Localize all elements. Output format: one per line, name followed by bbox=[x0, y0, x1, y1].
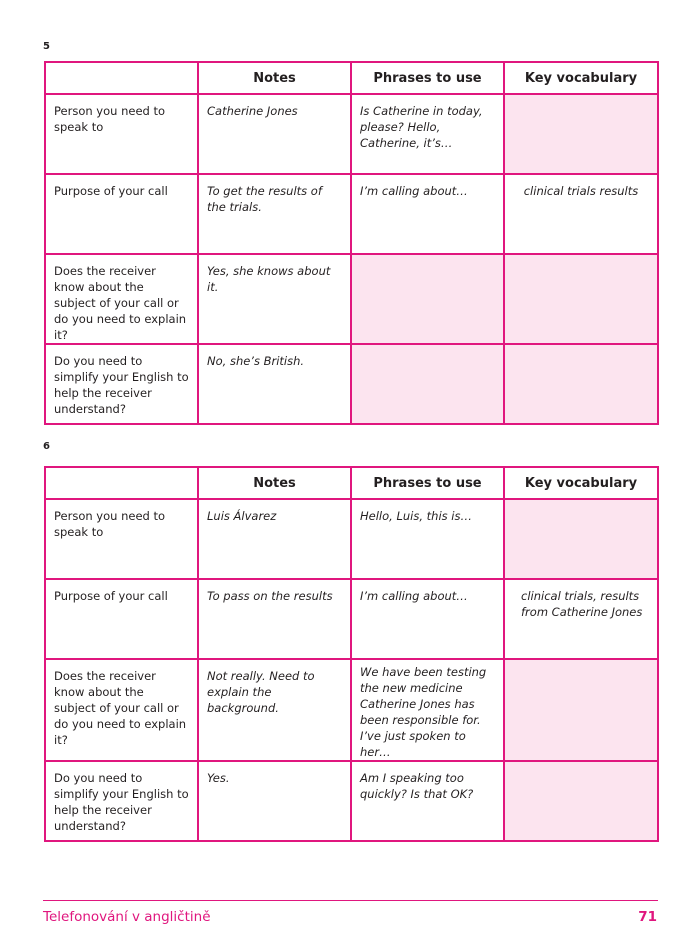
header-row bbox=[45, 62, 658, 94]
header-row bbox=[45, 467, 658, 499]
header-vocab: Key vocabulary bbox=[504, 467, 658, 499]
question-cell: Person you need to speak to bbox=[45, 94, 198, 174]
question-cell: Purpose of your call bbox=[45, 174, 198, 254]
header-phrases: Phrases to use bbox=[351, 467, 504, 499]
notes-cell: Yes. bbox=[198, 761, 351, 841]
table-row bbox=[45, 254, 658, 344]
vocab-cell bbox=[504, 254, 658, 344]
header-blank bbox=[45, 467, 198, 499]
question-cell: Do you need to simplify your English to help the receiver understand? bbox=[45, 761, 198, 841]
notes-cell: To get the results of the trials. bbox=[198, 174, 351, 254]
vocab-cell bbox=[504, 761, 658, 841]
vocab-cell: clinical trials results bbox=[504, 174, 658, 254]
phrases-cell bbox=[351, 254, 504, 344]
header-notes: Notes bbox=[198, 62, 351, 94]
vocab-cell bbox=[504, 94, 658, 174]
phrases-cell bbox=[351, 344, 504, 424]
vocab-cell bbox=[504, 659, 658, 761]
phrases-cell: I’m calling about… bbox=[351, 174, 504, 254]
footer-title: Telefonování v angličtině bbox=[43, 909, 211, 925]
question-cell: Person you need to speak to bbox=[45, 499, 198, 579]
phrases-cell: We have been testing the new medicine Catherine Jones has been responsible for. I’ve just spoken to her… bbox=[351, 659, 504, 761]
phrases-cell: I’m calling about… bbox=[351, 579, 504, 659]
notes-cell: No, she’s British. bbox=[198, 344, 351, 424]
section-number: 6 bbox=[43, 441, 50, 452]
table-row bbox=[45, 761, 658, 841]
notes-cell: To pass on the results bbox=[198, 579, 351, 659]
notes-cell: Yes, she knows about it. bbox=[198, 254, 351, 344]
vocab-cell bbox=[504, 499, 658, 579]
header-vocab: Key vocabulary bbox=[504, 62, 658, 94]
question-cell: Does the receiver know about the subject of your call or do you need to explain it? bbox=[45, 254, 198, 344]
vocab-cell bbox=[504, 344, 658, 424]
notes-cell: Not really. Need to explain the background. bbox=[198, 659, 351, 761]
table-row bbox=[45, 174, 658, 254]
table-row bbox=[45, 659, 658, 761]
notes-cell: Luis Álvarez bbox=[198, 499, 351, 579]
notes-cell: Catherine Jones bbox=[198, 94, 351, 174]
header-blank bbox=[45, 62, 198, 94]
page-number: 71 bbox=[638, 909, 657, 925]
phrases-cell: Hello, Luis, this is… bbox=[351, 499, 504, 579]
table-row bbox=[45, 579, 658, 659]
table-row bbox=[45, 344, 658, 424]
worksheet-table-6 bbox=[44, 466, 659, 842]
table-row bbox=[45, 499, 658, 579]
header-phrases: Phrases to use bbox=[351, 62, 504, 94]
header-notes: Notes bbox=[198, 467, 351, 499]
vocab-cell: clinical trials, results from Catherine Jones bbox=[504, 579, 658, 659]
question-cell: Purpose of your call bbox=[45, 579, 198, 659]
phrases-cell: Am I speaking too quickly? Is that OK? bbox=[351, 761, 504, 841]
worksheet-table-5 bbox=[44, 61, 659, 425]
question-cell: Do you need to simplify your English to help the receiver understand? bbox=[45, 344, 198, 424]
phrases-cell: Is Catherine in today, please? Hello, Catherine, it’s… bbox=[351, 94, 504, 174]
table-row bbox=[45, 94, 658, 174]
question-cell: Does the receiver know about the subject of your call or do you need to explain it? bbox=[45, 659, 198, 761]
section-number: 5 bbox=[43, 41, 50, 52]
footer-divider bbox=[43, 900, 658, 901]
